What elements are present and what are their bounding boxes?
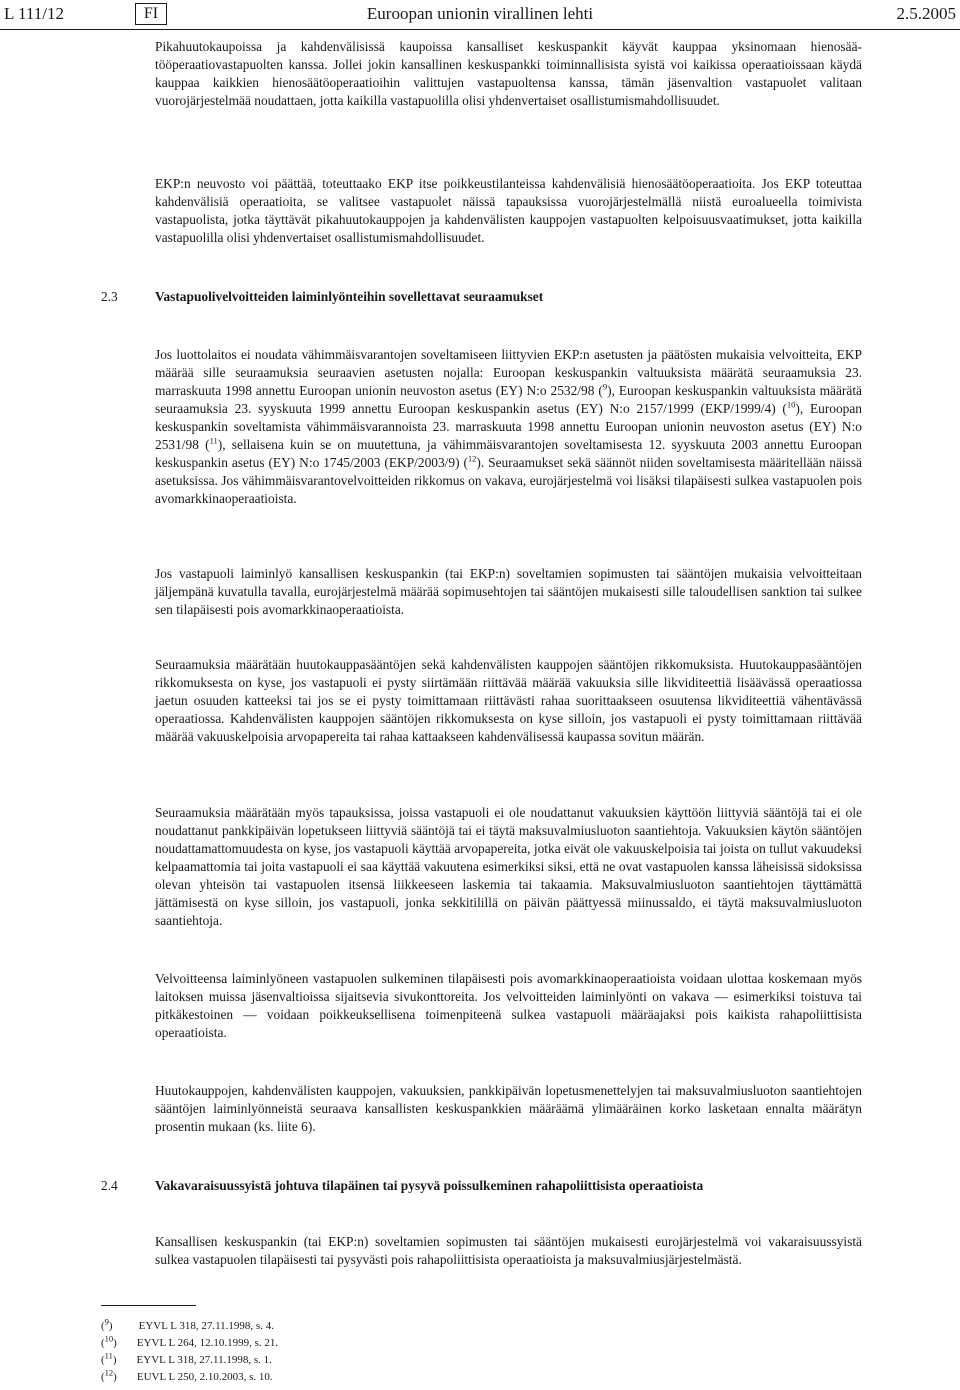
footnote: ($^{11}$) EYVL L 318, 27.11.1998, s. 1. (101, 1350, 272, 1366)
header-rule (0, 29, 960, 30)
footnote-mark: 11 (104, 1350, 113, 1361)
footnote: ($^{10}$) EYVL L 264, 12.10.1999, s. 21. (101, 1333, 279, 1349)
paragraph-text: ). Seuraamukset sekä säännöt niiden soveltamisesta määritellään näissä asetuksissa. Jos vähimmäisvarantovelvoitteiden rikkomus on vakava, eurojärjestelmä voi lisäksi tilapäisesti sulkea vastapuolen pois avomarkkinaoperaatioista. (155, 455, 862, 506)
paragraph-text: ), sellaisena kuin se on muutettuna, ja vähimmäisvarantojen soveltamisesta 12. syyskuuta 2003 annettu Euroopan keskuspankin asetus (EY) N:o 1745/2003 (EKP/2003/9) ( (155, 437, 862, 470)
paragraph: Huutokauppojen, kahdenvälisten kauppojen, vakuuksien, pankkipäivän lopetusmenettelyjen tai maksuvalmiusluoton saantiehtojen sääntöjen laiminlyönneistä seuraava kansallisten keskuspankkien määräämä ylimääräinen korko lasketaan ennalta määrätyn prosentin mukaan (ks. liite 6). (155, 1083, 862, 1134)
footnote-mark: 12 (104, 1367, 114, 1378)
footnote-text: EUVL L 250, 2.10.2003, s. 10. (136, 1371, 273, 1383)
paragraph: Jos vastapuoli laiminlyö kansallisen keskuspankin (tai EKP:n) soveltamien sopimusten tai sääntöjen mukaisia velvoitteitaan jäljempänä kuvatulla tavalla, eurojärjestelmä määrää sopimusehtojen tai sääntöjen mukaisesti sille taloudellisen sanktion tai sulkee sen tilapäisesti pois avomarkkinaoperaatioista. (155, 566, 862, 617)
page-reference: L 111/12 (4, 4, 64, 23)
footnote-ref[interactable]: 11 (209, 435, 218, 446)
page-header (0, 0, 960, 28)
footnote-rule (101, 1305, 196, 1306)
paragraph (155, 346, 862, 508)
journal-title: Euroopan unionin virallinen lehti (366, 4, 594, 23)
language-code-box: FI (135, 3, 167, 25)
footnote-ref[interactable]: 12 (467, 453, 477, 464)
footnote-text: EYVL L 318, 27.11.1998, s. 1. (136, 1354, 272, 1366)
section-number: 2.3 (101, 289, 118, 304)
footnote-ref[interactable]: 9 (602, 381, 608, 392)
footnote: ($^9$) EYVL L 318, 27.11.1998, s. 4. (101, 1316, 274, 1332)
paragraph-text: ), Euroopan keskuspankin valtuuksista määrätä seuraamuksia 23. syyskuuta 1999 annettu Euroopan keskuspankin asetus (EY) N:o 2157/1999 (EKP/1999/4) ( (155, 383, 862, 416)
paragraph: Pikahuutokaupoissa ja kahdenvälisissä kaupoissa kansalliset keskuspankit käyvät kauppaa yksinomaan hienosäätööperaatiovastapuolten kanssa. Jollei jokin kansallinen keskuspankki toiminnallisista syistä voi kaikissa operaatioissaan käydä kauppaa kaikkien hienosäätöoperaatioihin valittujen vastapuoltensa kanssa, tämän jäsenvaltion vastapuolet valitaan vuorojärjestelmää noudattaen, jotta kaikilla vastapuolilla olisi yhdenvertaiset osallistumismahdollisuudet. (155, 39, 862, 108)
paragraph-text: Jos luottolaitos ei noudata vähimmäisvarantojen soveltamiseen liittyvien EKP:n asetusten ja päätösten mukaisia velvoitteita, EKP määrää sille seuraamuksia seuraavien asetusten nojalla: Euroopan keskuspankin valtuuksista määrätä seuraamuksia 23. marraskuuta 1998 annettu Euroopan unionin neuvoston asetus (EY) N:o 2532/98 ( (155, 347, 862, 398)
paragraph-text: ), Euroopan keskuspankin soveltamista vähimmäisvarannoista 23. marraskuuta 1998 annettu Euroopan unionin neuvoston asetus (EY) N:o 2531/98 ( (155, 401, 862, 452)
paragraph: Seuraamuksia määrätään myös tapauksissa, joissa vastapuoli ei ole noudattanut vakuuksien käyttöön liittyviä sääntöjä tai ei ole noudattanut pankkipäivän lopetukseen liittyviä sääntöjä tai ei täytä maksuvalmiusluoton saantiehtoja. Vakuuksien käytön sääntöjen noudattamattomuudesta on kyse, jos vastapuoli käyttää arvopapereita, jotka eivät ole vakuuskelpoisia tai joista on tullut vakuudeksi kelpaamattomia tai joita vastapuoli ei saa käyttää vakuutena esimerkiksi siksi, että ne ovat vastapuolen kanssa läheisissä sidoksissa olevan yhteisön tai vastapuolen itsensä liikkeeseen laskemia tai takaamia. Maksuvalmiusluoton saantiehtojen täyttämättä jättämisestä on kyse silloin, jos vastapuoli, jonka sekkitilillä on päivän päättyessä miinussaldo, ei täytä maksuvalmiusluoton saantiehtoja. (155, 805, 862, 928)
section-number: 2.4 (101, 1178, 118, 1193)
footnote: ($^{12}$) EUVL L 250, 2.10.2003, s. 10. (101, 1367, 273, 1383)
section-title: Vastapuolivelvoitteiden laiminlyönteihin sovellettavat seuraamukset (155, 289, 544, 304)
paragraph: Seuraamuksia määrätään huutokauppasääntöjen sekä kahdenvälisten kauppojen sääntöjen rikkomuksista. Huutokauppasääntöjen rikkomuksesta on kyse, jos vastapuoli ei pysty siirtämään riittävää määrää vakuuksia sille likviditeettiä lisäävässä operaatiossa jaetun osuuden katteeksi tai jos se ei pysty toimittamaan riittävästi rahaa suorittaakseen osuutensa likviditeettiä vähentävässä operaatiossa. Kahdenvälisten kauppojen sääntöjen rikkomuksesta on kyse silloin, jos vastapuoli ei pysty toimittamaan riittävää määrää vakuuskelpoisia arvopapereita tai rahaa kattaakseen kahdenvälisessä kaupassa sovitun määrän. (155, 657, 862, 744)
footnote-ref[interactable]: 10 (786, 399, 796, 410)
publication-date: 2.5.2005 (896, 4, 956, 23)
section-title: Vakavaraisuussyistä johtuva tilapäinen tai pysyvä poissulkeminen rahapoliittisista operaatioista (155, 1178, 704, 1193)
footnote-text: EYVL L 318, 27.11.1998, s. 4. (138, 1320, 274, 1332)
paragraph: Velvoitteensa laiminlyöneen vastapuolen sulkeminen tilapäisesti pois avomarkkinaoperaatioista voidaan ulottaa koskemaan myös laitoksen muissa jäsenvaltioissa sijaitsevia sivukonttoreita. Jos velvoitteiden laiminlyönti on vakava — esimerkiksi toistuva tai pitkäkestoinen — voidaan poikkeuksellisena toimenpiteenä sulkea vastapuoli määräajaksi pois kaikista rahapoliittisista operaatioista. (155, 971, 862, 1040)
footnote-text: EYVL L 264, 12.10.1999, s. 21. (136, 1337, 279, 1349)
paragraph: EKP:n neuvosto voi päättää, toteuttaako EKP itse poikkeustilanteissa kahdenvälisiä hienosäätöoperaatioita. Jos EKP toteuttaa kahdenvälisiä operaatioita, se valitsee vastapuolet näissä tapauksissa vuorojärjestelmällä niistä euroalueella toimivista vastapuolista, jotka täyttävät pikahuutokauppojen ja kahdenvälisten kauppojen vastapuolten kelpoisuusvaatimukset, jotta kaikilla vastapuolilla olisi yhdenvertaiset osallistumismahdollisuudet. (155, 176, 862, 245)
footnote-mark: 9 (104, 1316, 109, 1327)
footnote-mark: 10 (104, 1333, 114, 1344)
paragraph: Kansallisen keskuspankin (tai EKP:n) soveltamien sopimusten tai sääntöjen mukaisesti eurojärjestelmä voi vakaraisuussyistä sulkea vastapuolen tilapäisesti tai pysyvästi pois rahapoliittisista operaatioista ja maksuvalmiusjärjestelmästä. (155, 1234, 862, 1267)
